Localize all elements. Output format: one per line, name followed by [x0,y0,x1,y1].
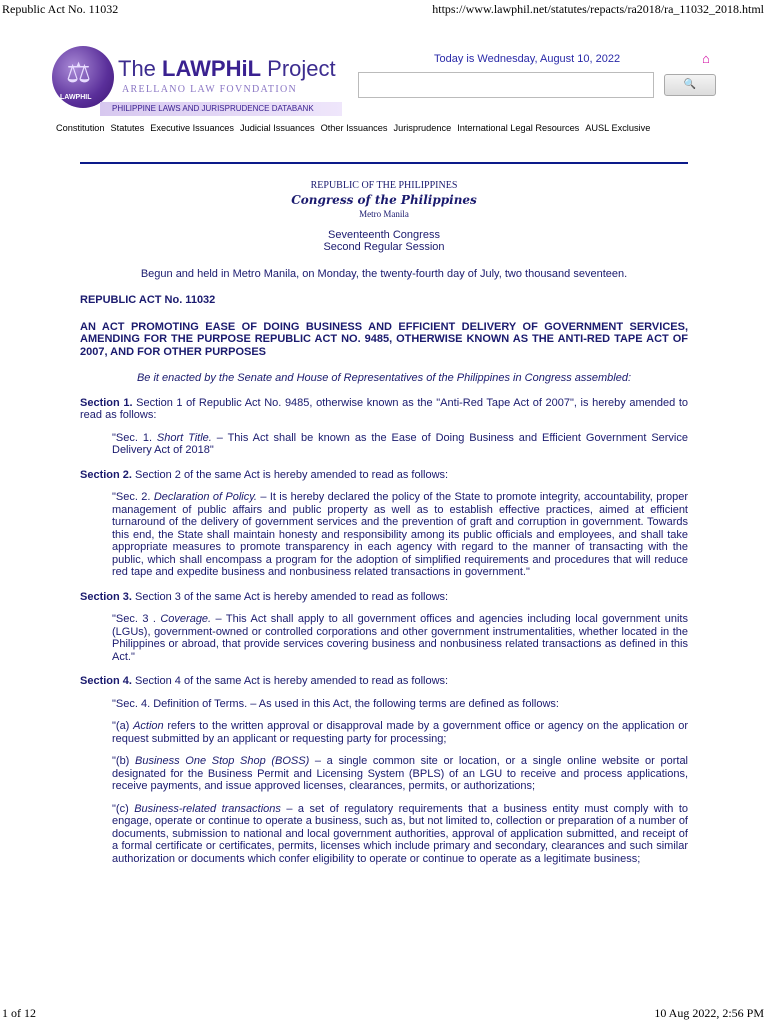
section-2-text: Section 2 of the same Act is hereby amended to read as follows: [131,468,449,481]
brand-suffix: Project [261,56,336,81]
quote-prefix: "Sec. 1. [112,431,157,444]
session-name: Second Regular Session [323,241,445,253]
section-3 [80,591,688,604]
brand-main: LAWPHiL [162,56,262,81]
print-header [0,2,768,16]
quote-text: – It is hereby declared the policy of the State to promote integrity, accountability, proper management of public affairs and public property as well as to establish effective practices, aimed at efficient turnaround of the delivery of government services and the prevention of graft and corruption in government. Towards this end, the State shall maintain honesty and responsibility among its public officials and employees, and shall take appropriate measures to promote transparency in each agency with regard to the manner of transacting with the public, which shall encompass a program for the adoption of simplified requirements and procedures that will reduce red tape and expedite business and nonbusiness related transactions in government." [112,491,688,578]
section-1-label: Section 1. [80,396,133,409]
section-4 [80,675,688,688]
quote-text: – This Act shall apply to all government offices and agencies including local government units (LGUs), government-owned or controlled corporations and other government instrumentalities, whether located in the Philippines or abroad, that provide services covering business and nonbusiness related transactions as defined in this Act." [112,613,688,663]
section-3-text: Section 3 of the same Act is hereby amended to read as follows: [131,590,449,603]
nav-jurisprudence[interactable]: Jurisprudence [393,123,452,133]
def-prefix: "(a) [112,720,134,732]
print-footer [0,1006,768,1020]
act-title: AN ACT PROMOTING EASE OF DOING BUSINESS AND EFFICIENT DELIVERY OF GOVERNMENT SERVICES, AMENDING FOR THE PURPOSE REPUBLIC ACT NO. 9485, OTHERWISE KNOWN AS THE ANTI-RED TAPE ACT OF 2007, AND FOR OTHER PURPOSES [80,320,688,358]
header-divider [80,162,688,164]
nav-other-issuances[interactable]: Other Issuances [320,123,388,133]
section-1-text: Section 1 of Republic Act No. 9485, otherwise known as the "Anti-Red Tape Act of 2007", is hereby amended to read as follows: [80,396,688,421]
quote-prefix: "Sec. 3 . [112,613,161,625]
scales-icon: ⚖ [66,56,92,89]
print-url: https://www.lawphil.net/statutes/repacts/ra2018/ra_11032_2018.html [432,2,764,16]
congress-number: Seventeenth Congress [328,228,440,241]
section-2-label: Section 2. [80,468,132,481]
section-3-quote [112,613,688,663]
def-text: – a single common site or location, or a single online website or portal designated for the Business Permit and Licensing System (BPLS) of an LGU to receive and process applications, receive payments, and issue approved licenses, clearances, permits, or authorizations; [112,755,689,792]
section-4-label: Section 4. [80,675,132,687]
def-term: Business-related transactions [134,802,281,815]
section-1 [80,397,688,422]
brand-prefix: The [118,56,163,81]
section-2-quote [112,491,688,579]
databank-banner: PHILIPPINE LAWS AND JURISPRUDENCE DATABANK [100,102,342,116]
site-brand [118,56,336,82]
def-term: Action [133,720,164,732]
nav-executive-issuances[interactable]: Executive Issuances [150,123,235,133]
def-text: – a set of regulatory requirements that a business entity must comply with to engage, operate or continue to operate a business, such as, but not limited to, collection or preparation of a number of documents, submission to national and local government authorities, approval of application submitted, and receipt of a formal certificate or certificates, permits, licenses which include primary and secondary, clearances and such similar authorization or documents which confer eligibility to operate or continue to operate as a legitimate business; [112,802,688,865]
quote-text: – This Act shall be known as the Ease of Doing Business and Efficient Government Service Delivery Act of 2018" [112,431,688,456]
section-1-quote [112,432,688,457]
quote-heading: Declaration of Policy. [153,491,257,503]
definition-c [112,803,688,866]
page-count: 1 of 12 [2,1006,36,1020]
globe-label: LAWPHIL [60,94,92,101]
ra-number: REPUBLIC ACT No. 11032 [80,294,216,306]
section-4-quote: "Sec. 4. Definition of Terms. – As used in this Act, the following terms are defined as follows: [112,697,559,710]
site-logo[interactable] [52,46,352,116]
quote-heading: Short Title. [156,431,212,444]
section-4-text: Section 4 of the same Act is hereby amended to read as follows: [131,675,449,687]
congress-heading: Congress of the Philippines [291,192,477,207]
enacting-clause: Be it enacted by the Senate and House of Representatives of the Philippines in Congress assembled: [136,372,632,384]
def-term: Business One Stop Shop (BOSS) [135,755,310,767]
print-title: Republic Act No. 11032 [2,2,119,16]
metro-heading: Metro Manila [359,209,409,219]
foundation-name: ARELLANO LAW FOVNDATION [122,84,298,95]
today-date: Today is Wednesday, August 10, 2022 [434,53,621,65]
begun-line: Begun and held in Metro Manila, on Monday, the twenty-fourth day of July, two thousand seventeen. [140,267,628,280]
nav-international-legal-resources[interactable]: International Legal Resources [457,123,580,133]
def-prefix: "(c) [112,802,135,815]
document-body [80,180,688,865]
nav-constitution[interactable]: Constitution [56,123,105,133]
quote-prefix: "Sec. 2. [112,491,154,503]
nav-statutes[interactable]: Statutes [110,123,145,133]
search-input[interactable] [358,72,654,98]
main-nav [56,123,650,133]
globe-logo-icon [52,46,114,108]
republic-heading: REPUBLIC OF THE PHILIPPINES [310,180,458,191]
def-prefix: "(b) [112,755,136,767]
definition-a [112,720,688,745]
nav-judicial-issuances[interactable]: Judicial Issuances [240,123,315,133]
def-text: refers to the written approval or disapproval made by a government office or agency on the application or request submitted by an applicant or requesting party for processing; [112,720,689,745]
section-3-label: Section 3. [80,590,132,603]
print-datetime: 10 Aug 2022, 2:56 PM [654,1006,764,1020]
nav-ausl-exclusive[interactable]: AUSL Exclusive [585,123,651,133]
quote-heading: Coverage. [160,613,212,625]
definition-b [112,755,688,793]
search-button[interactable]: 🔍 [664,74,716,96]
home-icon[interactable]: ⌂ [702,51,710,66]
section-2 [80,469,688,482]
